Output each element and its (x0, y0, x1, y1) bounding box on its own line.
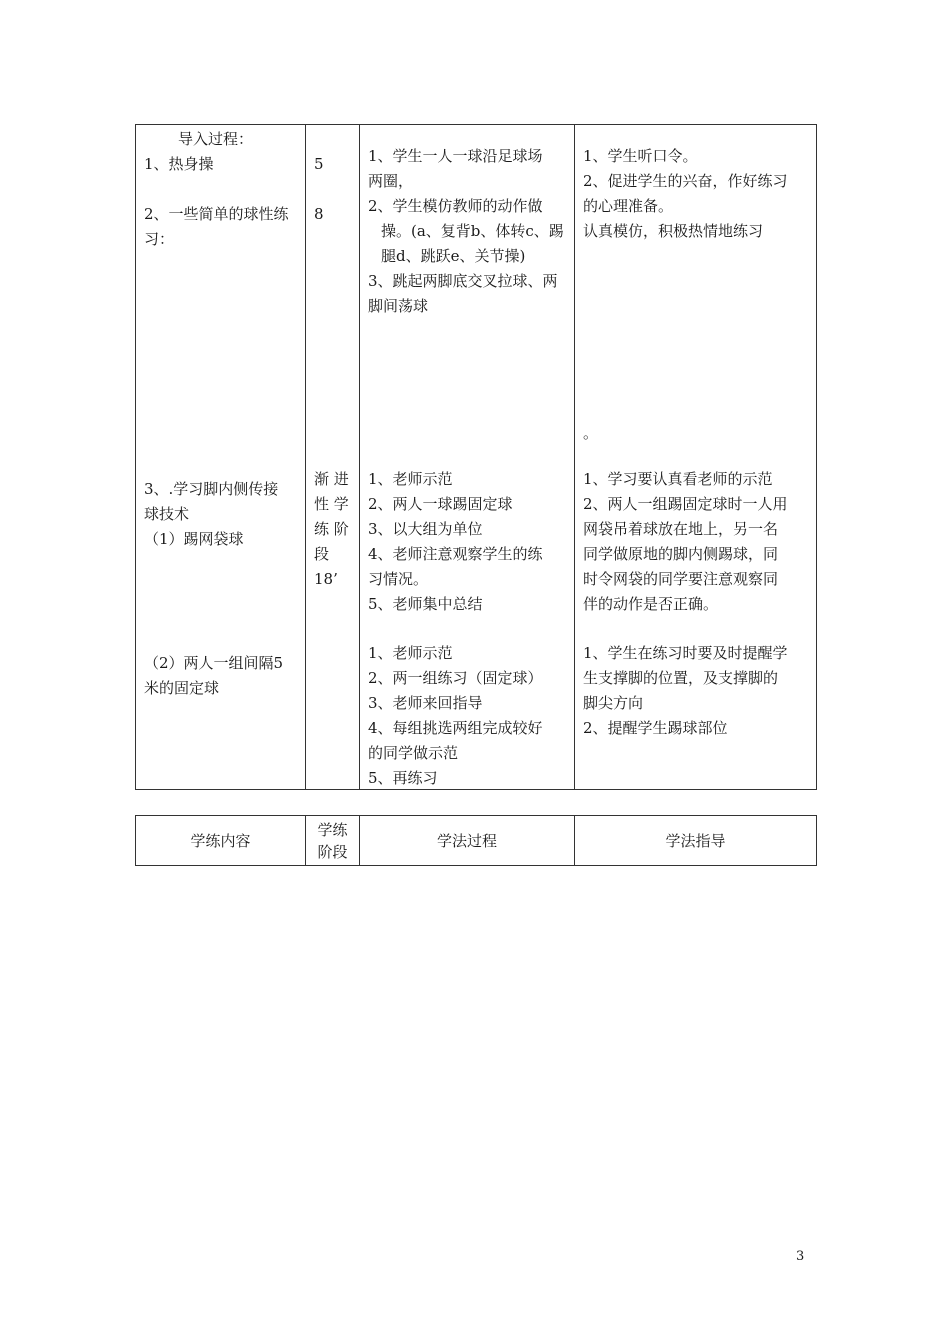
pass-technique-item: 3、.学习脚内侧传接 球技术 （1）踢网袋球 (144, 480, 279, 548)
header-process: 学法过程 (360, 816, 575, 866)
intro-title: 导入过程： (178, 130, 254, 148)
ball-practice-item: 2、一些简单的球性练 习： (144, 205, 289, 248)
fixed-ball-item: （2）两人一组间隔5 米的固定球 (144, 654, 284, 697)
process-block-fixed: 1、老师示范 2、两一组练习（固定球） 3、老师来回指导 4、每组挑选两组完成较好 的同学做示范 5、再练习 (368, 644, 543, 787)
guide-block-warmup: 1、学生听口令。 2、促进学生的兴奋，作好练习 的心理准备。 认真模仿，积极热情地练习 (583, 147, 788, 240)
process-cell (360, 125, 575, 790)
guide-block-fixed: 1、学生在练习时要及时提醒学 生支撑脚的位置，及支撑脚的 脚尖方向 2、提醒学生踢球部位 (583, 644, 788, 737)
process-block-pass: 1、老师示范 2、两人一球踢固定球 3、以大组为单位 4、老师注意观察学生的练 习情况。 5、老师集中总结 (368, 470, 543, 613)
header-content: 学练内容 (136, 816, 306, 866)
guide-block-pass: 1、学习要认真看老师的示范 2、两人一组踢固定球时一人用 网袋吊着球放在地上，另一名 同学做原地的脚内侧踢球，同 时令网袋的同学要注意观察同 伴的动作是否正确。 (583, 470, 788, 613)
stage-label: 渐 进 性 学 练 阶 段 18’ (314, 470, 349, 588)
time-ball-practice: 8 (314, 205, 324, 223)
content-cell (136, 125, 306, 790)
header-guide: 学法指导 (575, 816, 817, 866)
page-number: 3 (796, 1249, 805, 1264)
warmup-item: 1、热身操 (144, 155, 214, 173)
process-block-warmup: 1、学生一人一球沿足球场 两圈， 2、学生模仿教师的动作做 操。(a、复背b、体转c、踢 腿d、跳跃e、关节操) 3、跳起两脚底交叉拉球、两 脚间荡球 (368, 147, 564, 315)
lesson-table (135, 124, 817, 790)
header-table (135, 815, 817, 866)
stage-cell (306, 125, 360, 790)
guide-dot: 。 (583, 424, 599, 442)
guide-cell (575, 125, 817, 790)
header-stage: 学练 阶段 (306, 816, 360, 866)
time-warmup: 5 (314, 155, 324, 173)
header-row (136, 816, 817, 866)
table-row (136, 125, 817, 790)
